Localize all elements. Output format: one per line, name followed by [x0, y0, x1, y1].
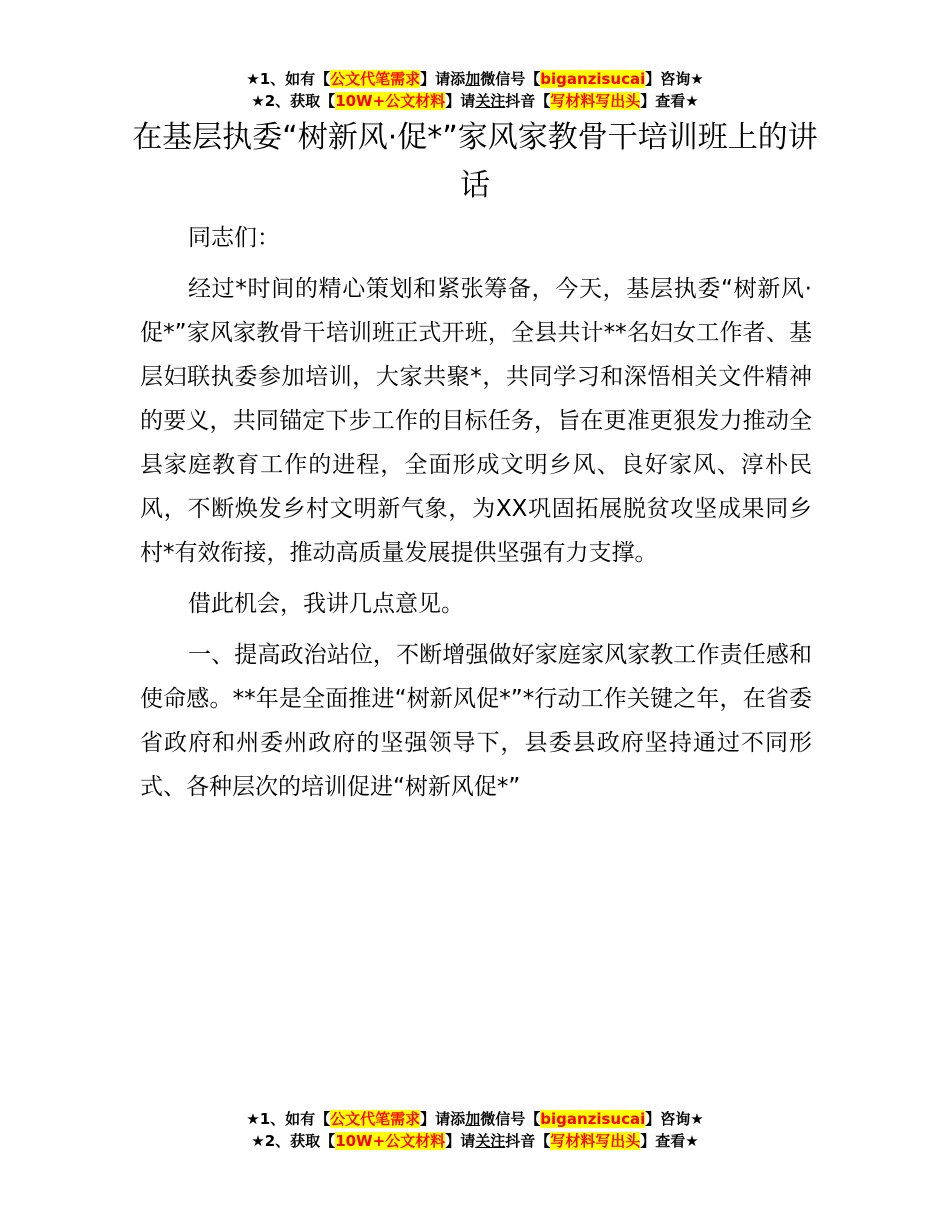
banner-text-underlined: 关注	[475, 92, 506, 110]
banner-text: 】请	[445, 92, 476, 110]
highlight-wechat-id: biganzisucai	[540, 70, 646, 88]
body-paragraph: 经过*时间的精心策划和紧张筹备，今天，基层执委“树新风·促*”家风家教骨干培训班正式开班，全县共计**名妇女工作者、基层妇联执委参加培训，大家共聚*，共同学习和深悟相关文件精神的要义，共同锚定下步工作的目标任务，旨在更准更狠发力推动全县家庭教育工作的进程，全面形成文明乡风、良好家风、淳朴民风，不断焕发乡村文明新气象，为XX巩固拓展脱贫攻坚成果同乡村*有效衔接，推动高质量发展提供坚强有力支撑。	[140, 276, 812, 566]
highlight-douyin-account: 写材料写出头	[550, 1132, 641, 1150]
banner-text: ★2、获取【	[251, 1132, 336, 1150]
body-paragraph: 借此机会，我讲几点意见。	[188, 591, 464, 617]
document-title: 在基层执委“树新风·促*”家风家教骨干培训班上的讲话	[132, 120, 818, 203]
highlight-service: 公文代笔需求	[330, 70, 421, 88]
banner-text: 】查看★	[640, 92, 699, 110]
banner-text: 抖音【	[505, 1132, 551, 1150]
banner-text: 】请添	[420, 70, 466, 88]
banner-text: 】请添	[420, 1110, 466, 1128]
banner-text-underlined: 加	[465, 1110, 481, 1128]
banner-line-2	[0, 90, 950, 112]
banner-text: 】查看★	[640, 1132, 699, 1150]
footer-banner	[0, 1108, 950, 1152]
banner-line-1	[0, 68, 950, 90]
highlight-materials: 10W+公文材料	[335, 1132, 446, 1150]
banner-text: 微信号【	[480, 1110, 541, 1128]
banner-text: ★2、获取【	[251, 92, 336, 110]
banner-text: 抖音【	[505, 92, 551, 110]
body-paragraph: 一、提高政治站位，不断增强做好家庭家风家教工作责任感和使命感。**年是全面推进“树新风促*”*行动工作关键之年，在省委省政府和州委州政府的坚强领导下，县委县政府坚持通过不同形式、各种层次的培训促进“树新风促*”	[140, 642, 812, 800]
banner-text: ★1、如有【	[246, 70, 331, 88]
banner-text: 】咨询★	[645, 1110, 704, 1128]
banner-text: 】请	[445, 1132, 476, 1150]
document-body	[140, 216, 812, 816]
banner-text: 】咨询★	[645, 70, 704, 88]
banner-line-2	[0, 1130, 950, 1152]
salutation-paragraph: 同志们：	[188, 225, 280, 251]
highlight-materials: 10W+公文材料	[335, 92, 446, 110]
banner-text-underlined: 关注	[475, 1132, 506, 1150]
banner-text: 微信号【	[480, 70, 541, 88]
highlight-douyin-account: 写材料写出头	[550, 92, 641, 110]
highlight-service: 公文代笔需求	[330, 1110, 421, 1128]
banner-text: ★1、如有【	[246, 1110, 331, 1128]
banner-line-1	[0, 1108, 950, 1130]
header-banner	[0, 68, 950, 112]
highlight-wechat-id: biganzisucai	[540, 1110, 646, 1128]
banner-text-underlined: 加	[465, 70, 481, 88]
